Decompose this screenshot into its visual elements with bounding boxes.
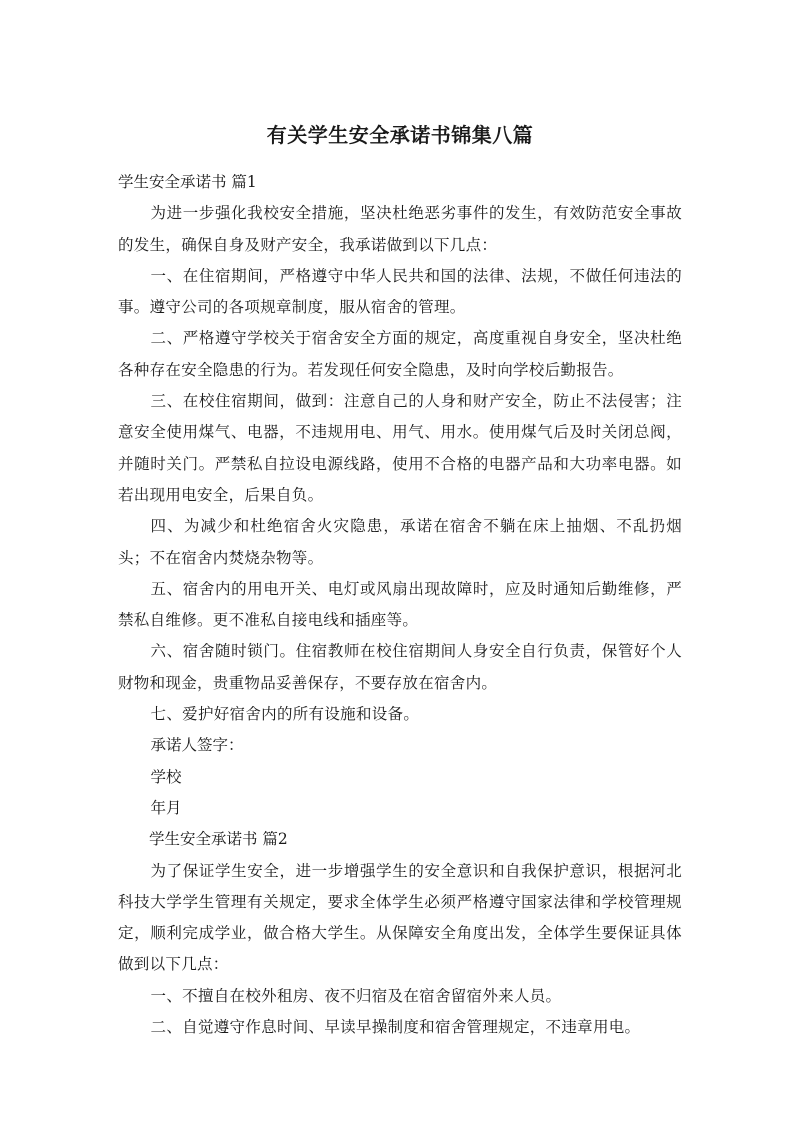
section-1-paragraph-item-7: 七、爱护好宿舍内的所有设施和设备。 <box>150 705 420 724</box>
section-2-paragraph-intro: 为了保证学生安全，进一步增强学生的安全意识和自我保护意识，根据河北科技大学学生管理有关规定，要求全体学生必须严格遵守国家法律和学校管理规定，顺利完成学业，做合格大学生。从保障安全角度出发，全体学生要保证具体做到以下几点： <box>118 861 682 974</box>
section-2-heading: 学生安全承诺书 篇2 <box>149 830 288 849</box>
school-label: 学校 <box>150 767 182 786</box>
section-1-paragraph-item-4: 四、为减少和杜绝宿舍火灾隐患，承诺在宿舍不躺在床上抽烟、不乱扔烟头；不在宿舍内焚烧杂物等。 <box>118 517 682 567</box>
section-1-paragraph-item-2: 二、严格遵守学校关于宿舍安全方面的规定，高度重视自身安全，坚决杜绝各种存在安全隐患的行为。若发现任何安全隐患，及时向学校后勤报告。 <box>118 329 682 379</box>
section-2-paragraph-item-1: 一、不擅自在校外租房、夜不归宿及在宿舍留宿外来人员。 <box>150 986 562 1005</box>
section-1-paragraph-item-6: 六、宿舍随时锁门。住宿教师在校住宿期间人身安全自行负责，保管好个人财物和现金，贵重物品妥善保存，不要存放在宿舍内。 <box>118 642 682 692</box>
section-2-paragraph-item-2: 二、自觉遵守作息时间、早读早操制度和宿舍管理规定，不违章用电。 <box>150 1018 641 1037</box>
document-title: 有关学生安全承诺书锦集八篇 <box>266 123 534 147</box>
section-1-paragraph-item-1: 一、在住宿期间，严格遵守中华人民共和国的法律、法规，不做任何违法的事。遵守公司的各项规章制度，服从宿舍的管理。 <box>118 266 682 317</box>
signature-label: 承诺人签字： <box>150 736 244 755</box>
date-label: 年月 <box>150 798 182 817</box>
section-1-paragraph-intro: 为进一步强化我校安全措施，坚决杜绝恶劣事件的发生，有效防范安全事故的发生，确保自身及财产安全，我承诺做到以下几点： <box>118 204 682 254</box>
section-1-heading: 学生安全承诺书 篇1 <box>118 173 257 191</box>
section-1-paragraph-item-5: 五、宿舍内的用电开关、电灯或风扇出现故障时，应及时通知后勤维修，严禁私自维修。更不准私自接电线和插座等。 <box>118 579 682 630</box>
section-1-paragraph-item-3: 三、在校住宿期间，做到：注意自己的人身和财产安全，防止不法侵害；注意安全使用煤气、电器，不违规用电、用气、用水。使用煤气后及时关闭总阀，并随时关门。严禁私自拉设电源线路，使用不合格的电器产品和大功率电器。如若出现用电安全，后果自负。 <box>118 392 682 504</box>
